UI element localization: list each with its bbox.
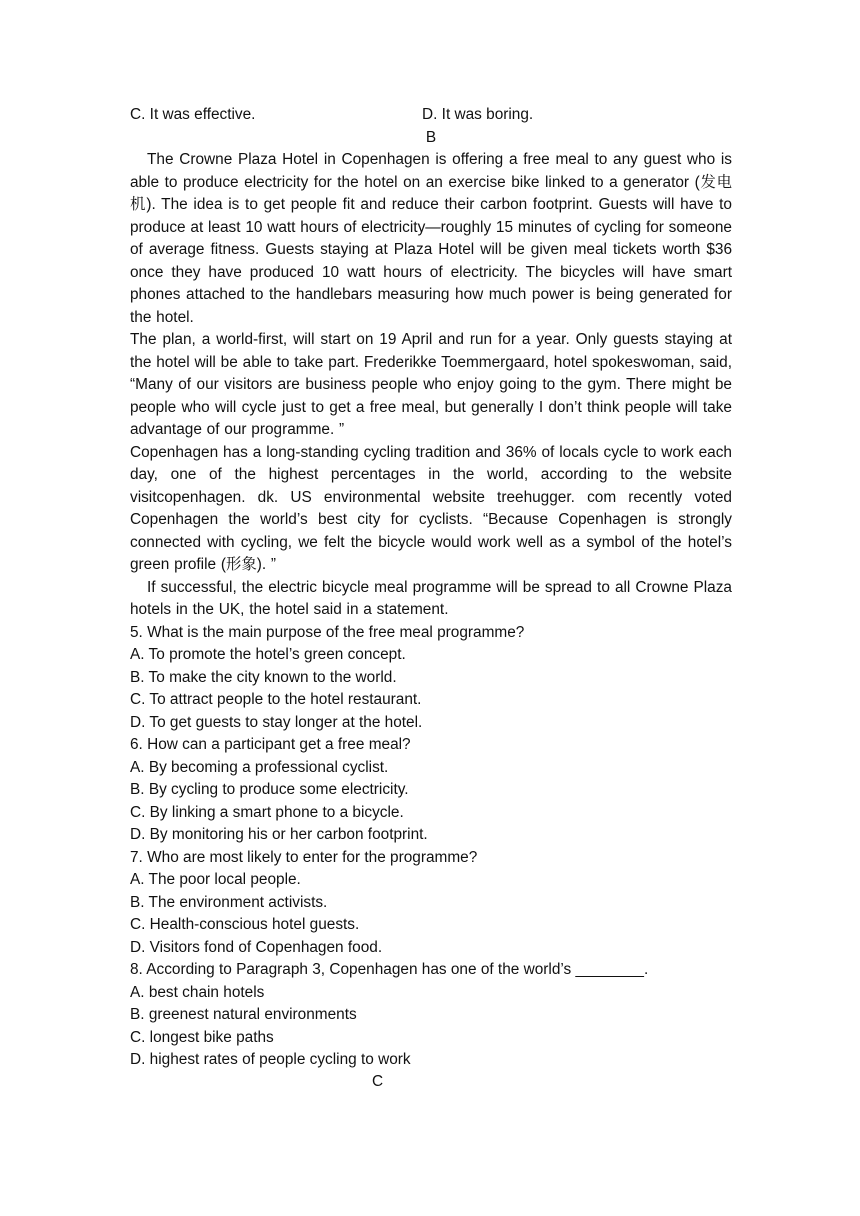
previous-question-options (130, 104, 732, 127)
passage-paragraph-2: The plan, a world-first, will start on 19 April and run for a year. Only guests staying at the hotel will be able to take part. Frederikke Toemmergaard, hotel spokeswoman, said, “Many of our visitors are business people who enjoy going to the gym. There might be people who will cycle just to get a free meal, but generally I don’t think people will take advantage of our programme. ” (130, 331, 732, 438)
answer-option: B. To make the city known to the world. (130, 668, 397, 686)
option-c: C. It was effective. (130, 106, 256, 123)
answer-option: D. By monitoring his or her carbon footprint. (130, 826, 428, 843)
passage-paragraph-1: The Crowne Plaza Hotel in Copenhagen is offering a free meal to any guest who is able to produce electricity for the hotel on an exercise bike linked to a generator (发电机). The idea is to get people fit and reduce their carbon footprint. Guests will have to produce at least 10 watt hours of electricity—roughly 15 minutes of cycling for someone of average fitness. Guests staying at Plaza Hotel will be given meal tickets worth $36 once they have produced 10 watt hours of electricity. The bicycles will have smart phones attached to the handlebars measuring how much power is being generated for the hotel. (130, 151, 732, 326)
section-c-label: C (372, 1073, 384, 1090)
answer-option: C. Health-conscious hotel guests. (130, 916, 360, 933)
answer-option: A. best chain hotels (130, 983, 265, 1001)
question-stem: 6. How can a participant get a free meal? (130, 736, 411, 753)
question-8 (130, 959, 732, 1072)
answer-option: C. longest bike paths (130, 1028, 274, 1046)
answer-option: B. By cycling to produce some electricity. (130, 781, 409, 798)
question-stem: 8. According to Paragraph 3, Copenhagen has one of the world’s ________. (130, 961, 649, 978)
question-6 (130, 734, 732, 847)
answer-option: A. To promote the hotel’s green concept. (130, 646, 406, 663)
question-stem: 7. Who are most likely to enter for the programme? (130, 848, 478, 866)
question-list (130, 622, 732, 1072)
answer-option: A. By becoming a professional cyclist. (130, 758, 389, 776)
answer-option: D. highest rates of people cycling to work (130, 1051, 411, 1068)
passage-paragraph-3: Copenhagen has a long-standing cycling tradition and 36% of locals cycle to work each day, one of the highest percentages in the world, according to the website visitcopenhagen. dk. US environmental website treehugger. com recently voted Copenhagen the world’s best city for cyclists. “Because Copenhagen is strongly connected with cycling, we felt the bicycle would work well as a symbol of the hotel’s green profile (形象). ” (130, 443, 732, 573)
question-7 (130, 847, 732, 960)
section-b-label: B (425, 128, 437, 146)
question-stem: 5. What is the main purpose of the free meal programme? (130, 623, 525, 641)
answer-option: B. The environment activists. (130, 893, 328, 911)
answer-option: C. By linking a smart phone to a bicycle. (130, 803, 404, 821)
answer-option: D. To get guests to stay longer at the hotel. (130, 713, 423, 731)
question-5 (130, 622, 732, 735)
answer-option: A. The poor local people. (130, 871, 301, 888)
document-content (130, 104, 732, 1072)
answer-option: B. greenest natural environments (130, 1006, 357, 1023)
answer-option: D. Visitors fond of Copenhagen food. (130, 938, 383, 956)
passage-paragraph-4: If successful, the electric bicycle meal programme will be spread to all Crowne Plaza hotels in the UK, the hotel said in a statement. (130, 578, 732, 618)
answer-option: C. To attract people to the hotel restaurant. (130, 691, 422, 708)
option-d: D. It was boring. (422, 106, 534, 123)
